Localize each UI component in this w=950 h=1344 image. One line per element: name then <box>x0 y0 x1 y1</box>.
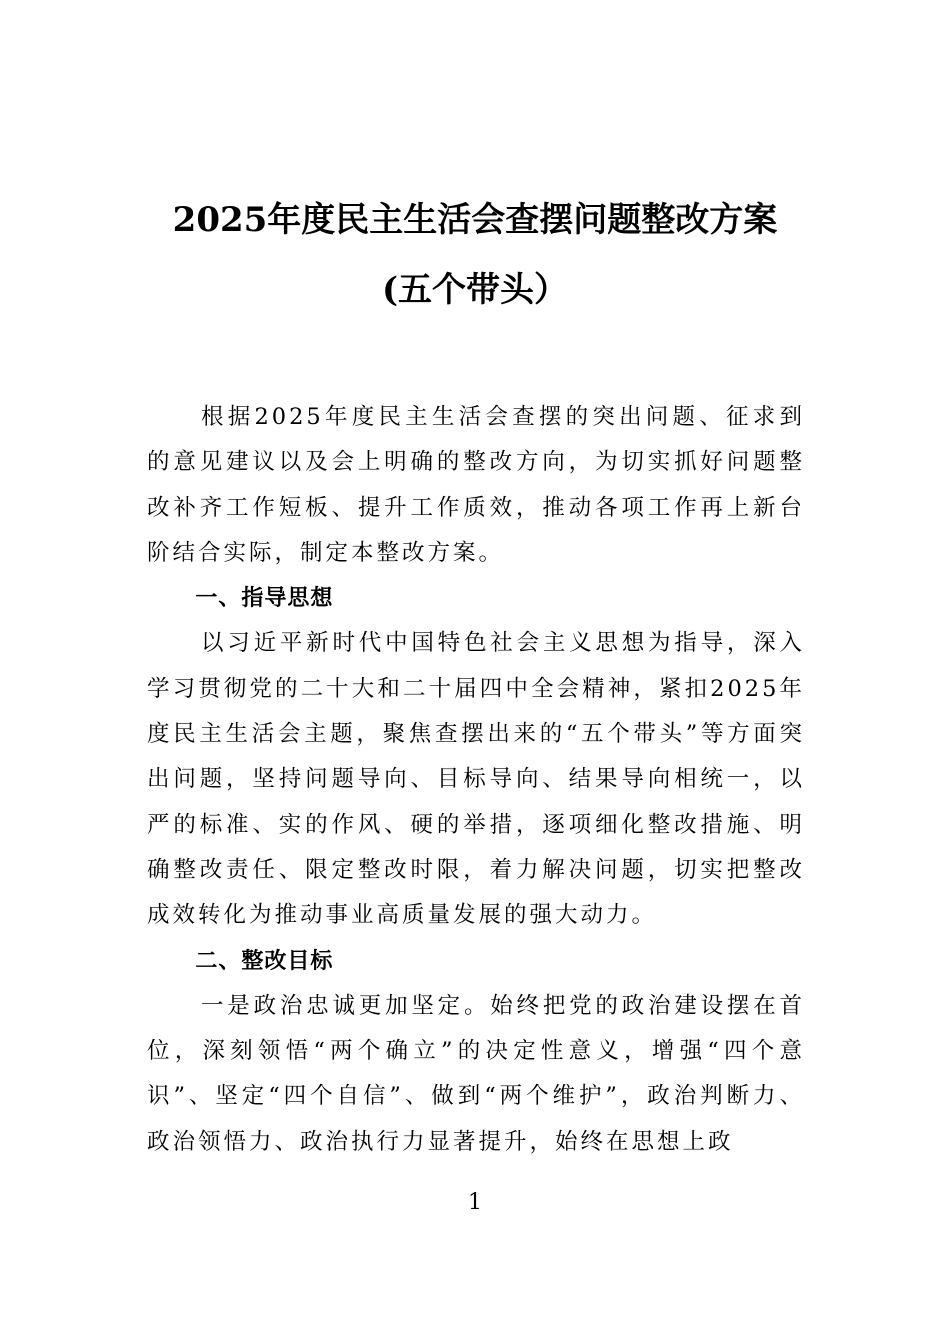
guiding-thought-paragraph: 以习近平新时代中国特色社会主义思想为指导，深入学习贯彻党的二十大和二十届四中全会精神，紧扣2025年度民主生活会主题，聚焦查摆出来的“五个带头”等方面突出问题，坚持问题导向、目标导向、结果导向相统一，以严的标准、实的作风、硬的举措，逐项细化整改措施、明确整改责任、限定整改时限，着力解决问题，切实把整改成效转化为推动事业高质量发展的强大动力。 <box>147 630 805 929</box>
section-heading-goals: 二、整改目标 <box>195 948 334 974</box>
goals-paragraph: 一是政治忠诚更加坚定。始终把党的政治建设摆在首位，深刻领悟“两个确立”的决定性意义，增强“四个意识”、坚定“四个自信”、做到“两个维护”，政治判断力、政治领悟力、政治执行力显著提升，始终在思想上政 <box>147 992 805 1155</box>
page-number: 1 <box>468 1190 482 1215</box>
document-title: 2025年度民主生活会查摆问题整改方案 <box>172 200 778 240</box>
document-body <box>147 395 805 1165</box>
intro-paragraph: 根据2025年度民主生活会查摆的突出问题、征求到的意见建议以及会上明确的整改方向，为切实抓好问题整改补齐工作短板、提升工作质效，推动各项工作再上新台阶结合实际，制定本整改方案。 <box>147 404 805 566</box>
section-heading-guiding-thought: 一、指导思想 <box>195 586 334 612</box>
document-subtitle: (五个带头） <box>381 270 569 310</box>
